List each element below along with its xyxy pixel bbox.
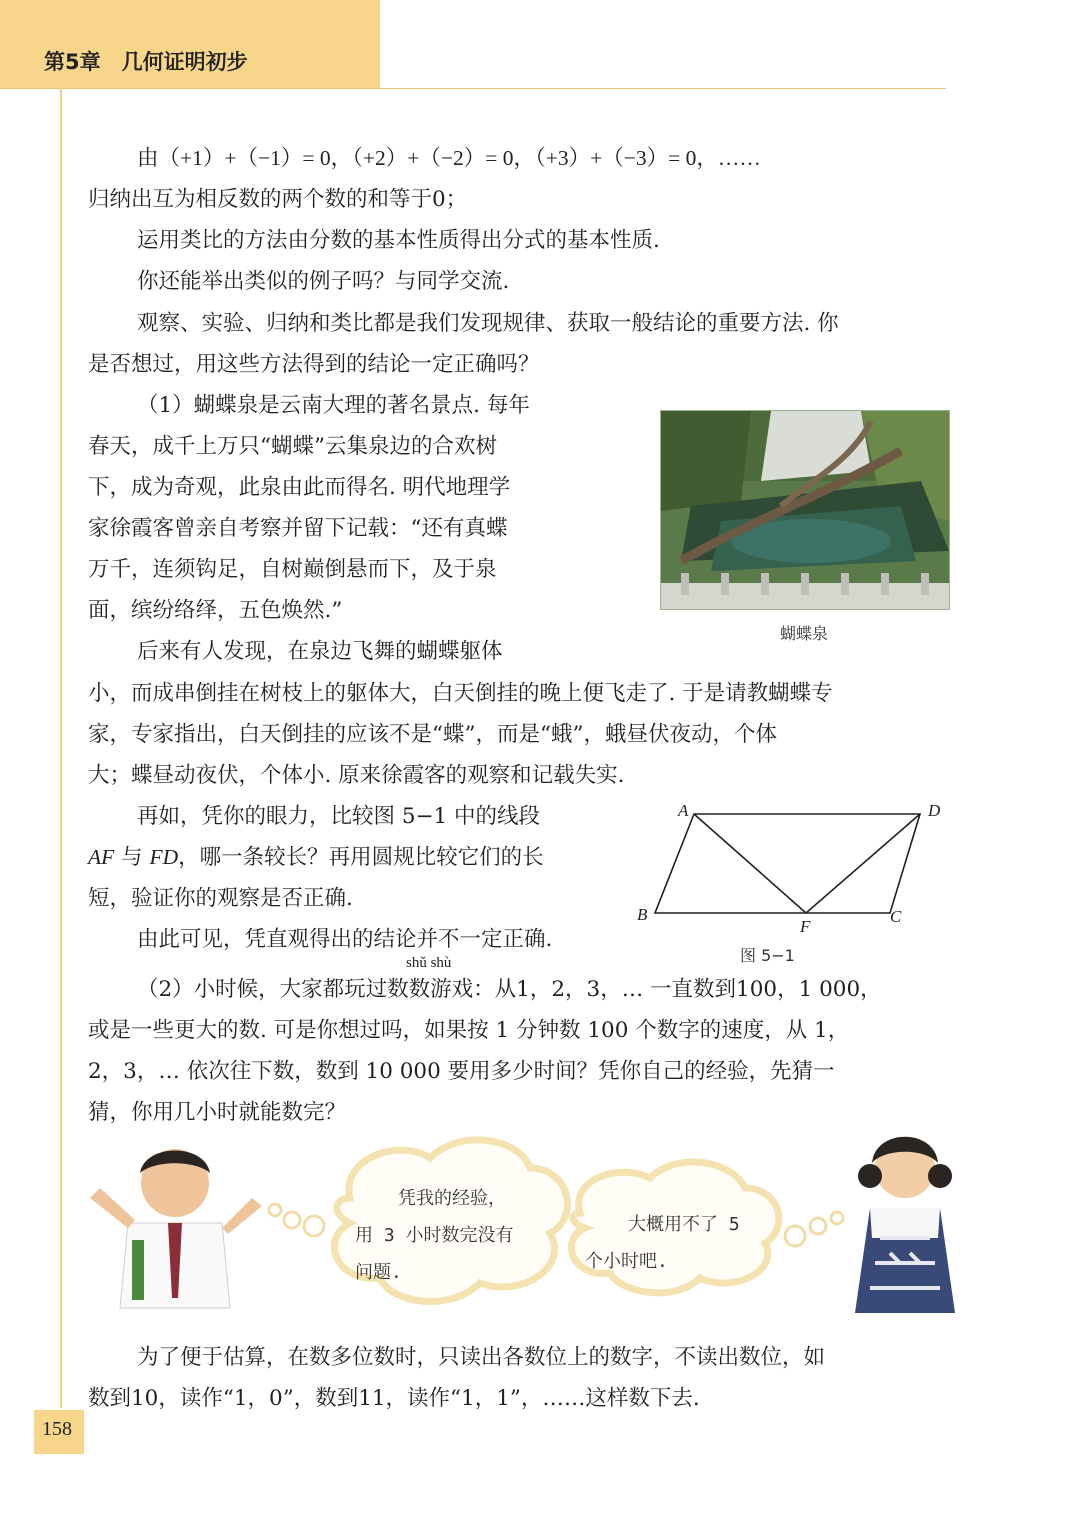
paragraph-line: 观察、实验、归纳和类比都是我们发现规律、获取一般结论的重要方法. 你 [137, 311, 839, 336]
paragraph-line: 家徐霞客曾亲自考察并留下记载：“还有真蝶 [88, 516, 508, 541]
paragraph-line: 大；蝶昼动夜伏，个体小. 原来徐霞客的观察和记载失实. [88, 763, 625, 788]
header-divider [0, 88, 946, 89]
paragraph-line: （2）小时候，大家都玩过数数游戏：从1，2，3，… 一直数到100，1 000， [137, 977, 882, 1002]
boy-bubble-line: 凭我的经验， [398, 1188, 506, 1209]
paragraph-line: 家，专家指出，白天倒挂的应该不是“蝶”，而是“蛾”，蛾昼伏夜动，个体 [88, 722, 777, 747]
label-c: C [890, 907, 902, 926]
paragraph-line: 数到10，读作“1，0”，数到11，读作“1，1”，……这样数下去. [88, 1386, 700, 1411]
figure-5-1 [628, 798, 958, 943]
label-a: A [678, 801, 689, 820]
boy-bubble-line: 用 3 小时数完没有 [355, 1225, 514, 1246]
page-number: 158 [42, 1418, 72, 1440]
paragraph-line: 下，成为奇观，此泉由此而得名. 明代地理学 [88, 475, 511, 500]
segment-af: AF [88, 845, 115, 869]
paragraph-line: 小，而成串倒挂在树枝上的躯体大，白天倒挂的晚上便飞走了. 于是请教蝴蝶专 [88, 681, 833, 706]
paragraph-line: 2，3，… 依次往下数，数到 10 000 要用多少时间？凭你自己的经验，先猜一 [88, 1059, 835, 1084]
butterfly-spring-photo [660, 410, 950, 610]
paragraph-line: 春天，成千上万只“蝴蝶”云集泉边的合欢树 [88, 434, 497, 459]
margin-rule [60, 88, 62, 1408]
paragraph-line: 短，验证你的观察是否正确. [88, 886, 353, 911]
segment-af-line [694, 814, 806, 913]
dialogue-illustration [80, 1128, 960, 1328]
paragraph-line: 你还能举出类似的例子吗？与同学交流. [137, 269, 510, 294]
photo-caption: 蝴蝶泉 [779, 624, 828, 643]
figure-caption: 图 5−1 [740, 946, 795, 965]
girl-bubble-line: 大概用不了 5 [628, 1214, 740, 1235]
segment-fd-line [806, 814, 920, 913]
boy-bubble-line: 问题. [355, 1262, 402, 1283]
paragraph-line: 万千，连须钩足，自树巅倒悬而下，及于泉 [88, 557, 497, 582]
paragraph-line: 由（+1）+（−1）= 0，（+2）+（−2）= 0，（+3）+（−3）= 0，…… [137, 146, 761, 170]
chapter-title: 第5章 几何证明初步 [44, 50, 248, 74]
girl-illustration [855, 1137, 955, 1313]
paragraph-line: （1）蝴蝶泉是云南大理的著名景点. 每年 [137, 393, 530, 418]
paragraph-line: 或是一些更大的数. 可是你想过吗，如果按 1 分钟数 100 个数字的速度，从 1， [88, 1018, 850, 1043]
paragraph-line: 归纳出互为相反数的两个数的和等于0； [88, 187, 468, 212]
paragraph-line: 面，缤纷络绎，五色焕然.” [88, 598, 343, 623]
boy-illustration [90, 1149, 262, 1308]
label-f: F [800, 917, 811, 936]
paragraph-line: 为了便于估算，在数多位数时，只读出各数位上的数字，不读出数位，如 [137, 1345, 826, 1370]
label-b: B [637, 905, 648, 924]
paragraph-line: 是否想过，用这些方法得到的结论一定正确吗？ [88, 352, 540, 377]
paragraph-line: AF 与 FD，哪一条较长？再用圆规比较它们的长 [88, 845, 544, 870]
paragraph-line: 由此可见，凭直观得出的结论并不一定正确. [137, 927, 553, 952]
girl-bubble-line: 个小时吧. [585, 1251, 668, 1272]
paragraph-line: 运用类比的方法由分数的基本性质得出分式的基本性质. [137, 228, 660, 253]
paragraph-line: 再如，凭你的眼力，比较图 5−1 中的线段 [137, 804, 541, 829]
pinyin-annotation: shǔ shù [406, 955, 452, 971]
paragraph-line: 后来有人发现，在泉边飞舞的蝴蝶躯体 [137, 639, 503, 664]
segment-fd: FD [149, 845, 179, 869]
parallelogram-abcd [655, 814, 920, 913]
paragraph-line: 猜，你用几小时就能数完？ [88, 1100, 347, 1125]
label-d: D [928, 801, 941, 820]
